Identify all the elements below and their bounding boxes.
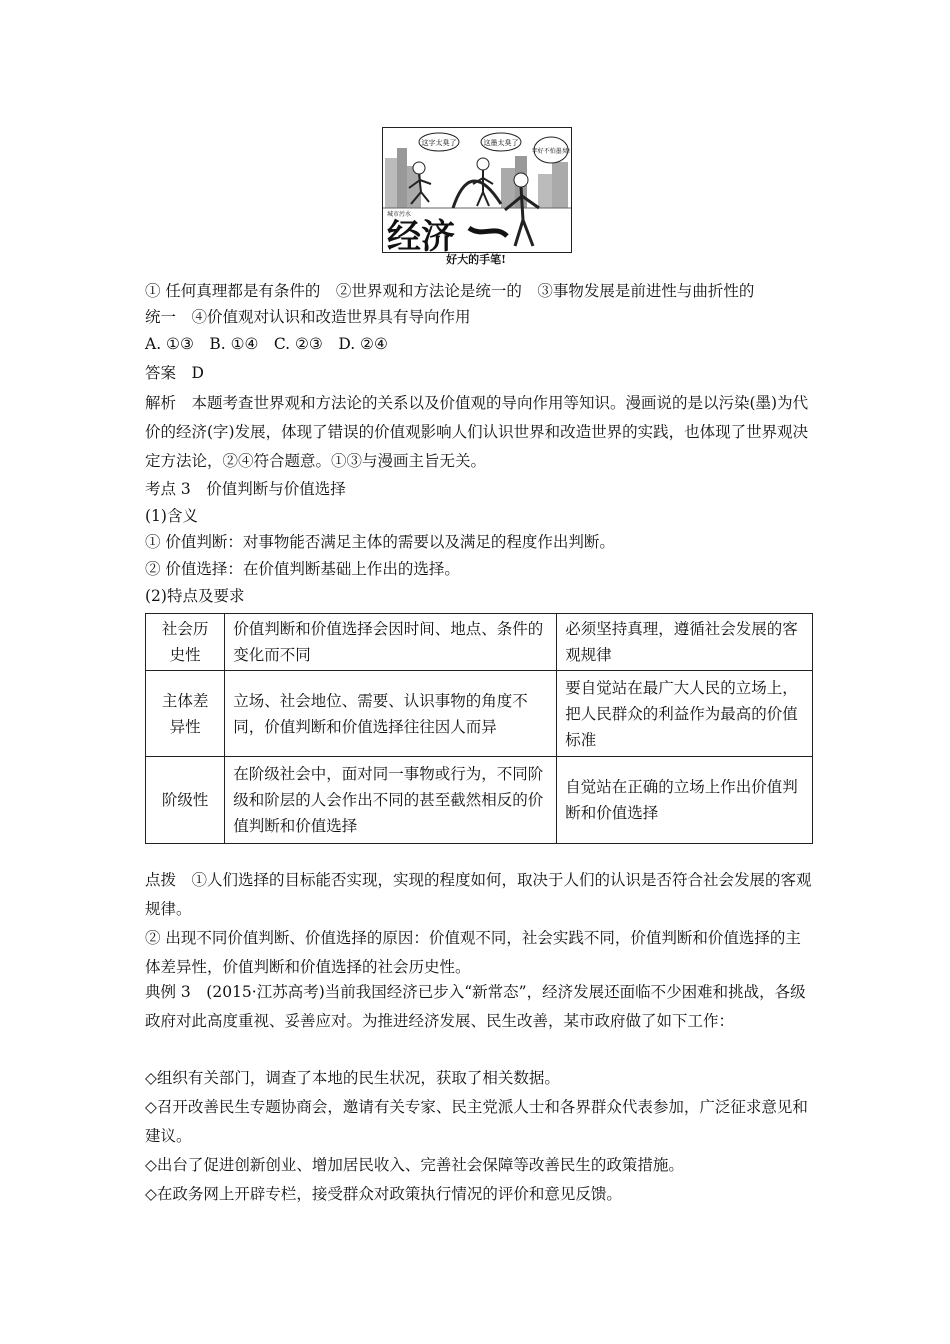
analysis-paragraph: 解析 本题考查世界观和方法论的关系以及价值观的导向作用等知识。漫画说的是以污染(墨)为代价的经济(字)发展，体现了错误的价值观影响人们认识世界和改造世界的实践，也体现了世界观决定方法论，②④符合题意。①③与漫画主旨无关。 xyxy=(145,394,809,470)
bubble-3-text: 字好不怕墨臭! xyxy=(531,148,571,155)
example-intro: 典例 3 (2015·江苏高考)当前我国经济已步入“新常态”，经济发展还面临不少困难和挑战，各级政府对此高度重视、妥善应对。为推进经济发展、民生改善，某市政府做了如下工作： xyxy=(145,983,806,1030)
subheading-features: (2)特点及要求 xyxy=(145,587,245,605)
subheading-meaning: (1)含义 xyxy=(145,507,198,525)
cartoon-figure xyxy=(382,127,572,253)
example-item: ◇在政务网上开辟专栏，接受群众对政策执行情况的评价和意见反馈。 xyxy=(145,1185,622,1203)
section-title: 考点 3 价值判断与价值选择 xyxy=(145,480,346,498)
example-item: ◇组织有关部门，调查了本地的民生状况，获取了相关数据。 xyxy=(145,1069,560,1087)
big-characters: 经济 xyxy=(387,217,455,252)
table-row xyxy=(146,614,813,671)
figure-caption: 好大的手笔! xyxy=(446,253,506,266)
definition-value-choice: ② 价值选择：在价值判断基础上作出的选择。 xyxy=(145,560,460,578)
example-item: ◇出台了促进创新创业、增加居民收入、完善社会保障等改善民生的政策措施。 xyxy=(145,1156,684,1174)
options-line-2: 统一 ④价值观对认识和改造世界具有导向作用 xyxy=(145,308,471,326)
definition-value-judgment: ① 价值判断：对事物能否满足主体的需要以及满足的程度作出判断。 xyxy=(145,533,615,551)
table-cell-requirement: 自觉站在正确的立场上作出价值判断和价值选择 xyxy=(557,757,813,844)
table-cell-feature: 主体差异性 xyxy=(146,671,225,757)
table-cell-feature: 社会历史性 xyxy=(146,614,225,671)
table-cell-requirement: 要自觉站在最广大人民的立场上，把人民群众的利益作为最高的价值标准 xyxy=(557,671,813,757)
table-cell-requirement: 必须坚持真理，遵循社会发展的客观规律 xyxy=(557,614,813,671)
table-cell-description: 立场、社会地位、需要、认识事物的角度不同，价值判断和价值选择往往因人而异 xyxy=(225,671,557,757)
sign-text: 城市污水 xyxy=(387,211,412,218)
example-item: ◇召开改善民生专题协商会，邀请有关专家、民主党派人士和各界群众代表参加，广泛征求意见和建议。 xyxy=(145,1098,808,1145)
features-table xyxy=(145,613,813,844)
table-cell-description: 在阶级社会中，面对同一事物或行为，不同阶级和阶层的人会作出不同的甚至截然相反的价值判断和价值选择 xyxy=(225,757,557,844)
table-row xyxy=(146,757,813,844)
answer-choices: A. ①③ B. ①④ C. ②③ D. ②④ xyxy=(145,335,388,353)
table-cell-description: 价值判断和价值选择会因时间、地点、条件的变化而不同 xyxy=(225,614,557,671)
answer-line: 答案 D xyxy=(145,364,204,382)
bubble-1-text: 这字太臭了 xyxy=(421,139,457,147)
bubble-2-text: 这墨太臭了 xyxy=(483,139,519,147)
options-line-1: ① 任何真理都是有条件的 ②世界观和方法论是统一的 ③事物发展是前进性与曲折性的 xyxy=(145,282,755,300)
cartoon-illustration xyxy=(383,128,571,252)
tips-paragraph-2: ② 出现不同价值判断、价值选择的原因：价值观不同，社会实践不同，价值判断和价值选择的主体差异性，价值判断和价值选择的社会历史性。 xyxy=(145,929,801,976)
table-row xyxy=(146,671,813,757)
tips-paragraph-1: 点拨 ①人们选择的目标能否实现，实现的程度如何，取决于人们的认识是否符合社会发展的客观规律。 xyxy=(145,871,812,918)
table-cell-feature: 阶级性 xyxy=(146,757,225,844)
